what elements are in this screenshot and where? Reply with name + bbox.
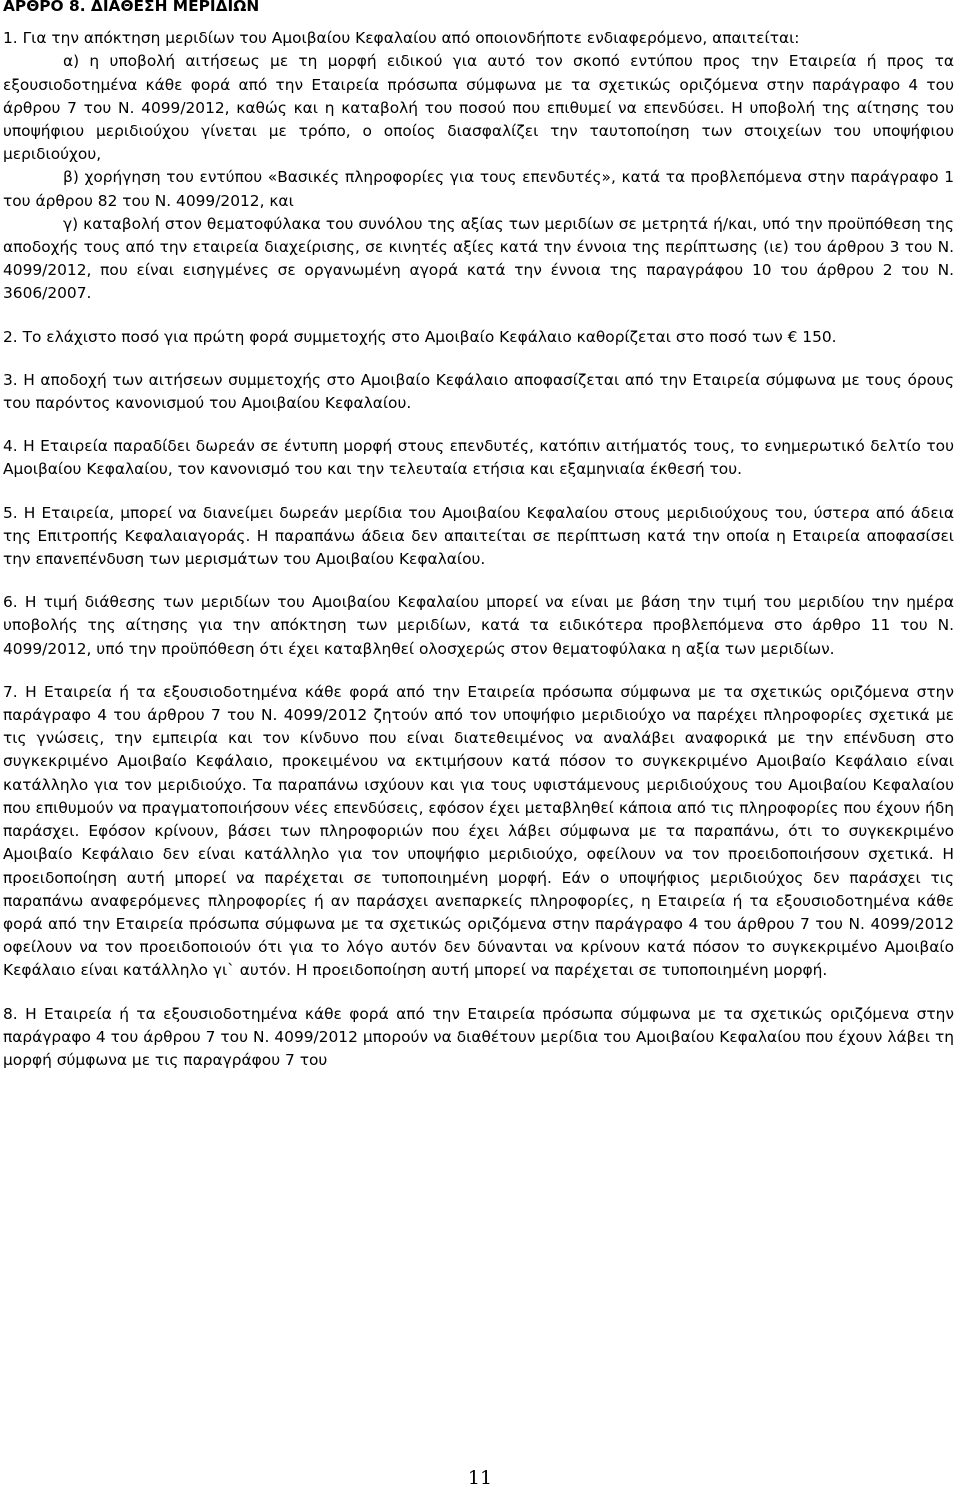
paragraph-1-item-a: α) η υποβολή αιτήσεως με τη μορφή ειδικού για αυτό τον σκοπό εντύπου προς την Εταιρεία ή προς τα εξουσιοδοτημένα κάθε φορά από την Εταιρεία πρόσωπα σύμφωνα με τα σχετικώς οριζόμενα στην παράγραφο 4 του άρθρου 7 του Ν. 4099/2012, καθώς και η καταβολή του ποσού που επιθυμεί να επενδύσει. Η υποβολή της αίτησης του υποψήφιου μεριδιούχου γίνεται με τρόπο, ο οποίος διασφαλίζει την ταυτοποίηση των στοιχείων του υποψήφιου μεριδιούχου, bbox=[3, 52, 954, 164]
paragraph-5: 5. Η Εταιρεία, μπορεί να διανείμει δωρεάν μερίδια του Αμοιβαίου Κεφαλαίου στους μεριδιούχους του, ύστερα από άδεια της Επιτροπής Κεφαλαιαγοράς. Η παραπάνω άδεια δεν απαιτείται σε περίπτωση κατά την οποία η Εταιρεία αποφασίσει την επανεπένδυση των μερισμάτων του Αμοιβαίου Κεφαλαίου. bbox=[3, 503, 954, 569]
paragraph-1-item-c: γ) καταβολή στον θεματοφύλακα του συνόλου της αξίας των μεριδίων σε μετρητά ή/και, υπό την προϋπόθεση της αποδοχής τους από την εταιρεία διαχείρισης, σε κινητές αξίες κατά την έννοια της περίπτωσης (ιε) του άρθρου 3 του Ν. 4099/2012, που είναι εισηγμένες σε οργανωμένη αγορά κατά την έννοια της παραγράφου 10 του άρθρου 2 του Ν. 3606/2007. bbox=[3, 214, 954, 303]
paragraph-1-intro: 1. Για την απόκτηση μεριδίων του Αμοιβαίου Κεφαλαίου από οποιονδήποτε ενδιαφερόμενο, απαιτείται: bbox=[3, 29, 800, 48]
paragraph-7: 7. Η Εταιρεία ή τα εξουσιοδοτημένα κάθε φορά από την Εταιρεία πρόσωπα σύμφωνα με τα σχετικώς οριζόμενα στην παράγραφο 4 του άρθρου 7 του Ν. 4099/2012 ζητούν από τον υποψήφιο μεριδιούχο να παρέχει πληροφορίες σχετικά με τις γνώσεις, την εμπειρία και τον κίνδυνο που είναι διατεθειμένος να αναλάβει αναφορικά με την επένδυση στο συγκεκριμένο Αμοιβαίο Κεφάλαιο, προκειμένου να εκτιμήσουν κατά πόσον το συγκεκριμένο Αμοιβαίο Κεφάλαιο είναι κατάλληλο για τον μεριδιούχο. Τα παραπάνω ισχύουν και για τους υφιστάμενους μεριδιούχους του Αμοιβαίου Κεφαλαίου που επιθυμούν να πραγματοποιήσουν νέες επενδύσεις, εφόσον έχει μεταβληθεί κάποια από τις πληροφορίες που έχουν ήδη παράσχει. Εφόσον κρίνουν, βάσει των πληροφοριών που έχει λάβει σύμφωνα με τα παραπάνω, ότι το συγκεκριμένο Αμοιβαίο Κεφάλαιο δεν είναι κατάλληλο για τον υποψήφιο μεριδιούχο, οφείλουν να τον προειδοποιήσουν σχετικά. Η προειδοποίηση αυτή μπορεί να παρέχεται σε τυποποιημένη μορφή. Εάν ο υποψήφιος μεριδιούχος δεν παράσχει τις παραπάνω αναφερόμενες πληροφορίες ή αν παράσχει ανεπαρκείς πληροφορίες, η Εταιρεία ή τα εξουσιοδοτημένα κάθε φορά από την Εταιρεία πρόσωπα σύμφωνα με τα σχετικώς οριζόμενα στην παράγραφο 4 του άρθρου 7 του Ν. 4099/2012 οφείλουν να τον προειδοποιούν ότι για το λόγο αυτόν δεν δύνανται να κρίνουν κατά πόσον το συγκεκριμένο Αμοιβαίο Κεφάλαιο είναι κατάλληλο γι` αυτόν. Η προειδοποίηση αυτή μπορεί να παρέχεται σε τυποποιημένη μορφή. bbox=[3, 682, 954, 980]
paragraph-4: 4. Η Εταιρεία παραδίδει δωρεάν σε έντυπη μορφή στους επενδυτές, κατόπιν αιτήματός τους, το ενημερωτικό δελτίο του Αμοιβαίου Κεφαλαίου, τον κανονισμό του και την τελευταία ετήσια και εξαμηνιαία έκθεσή του. bbox=[3, 437, 954, 479]
paragraph-2: 2. Το ελάχιστο ποσό για πρώτη φορά συμμετοχής στο Αμοιβαίο Κεφάλαιο καθορίζεται στο ποσό των € 150. bbox=[3, 327, 837, 346]
paragraph-8: 8. Η Εταιρεία ή τα εξουσιοδοτημένα κάθε φορά από την Εταιρεία πρόσωπα σύμφωνα με τα σχετικώς οριζόμενα στην παράγραφο 4 του άρθρου 7 του Ν. 4099/2012 μπορούν να διαθέτουν μερίδια του Αμοιβαίου Κεφαλαίου που έχουν λάβει τη μορφή σύμφωνα με τις παραγράφου 7 του bbox=[3, 1004, 954, 1069]
paragraph-6: 6. Η τιμή διάθεσης των μεριδίων του Αμοιβαίου Κεφαλαίου μπορεί να είναι με βάση την τιμή του μεριδίου την ημέρα υποβολής της αίτησης για την απόκτηση των μεριδίων, κατά τα ειδικότερα προβλεπόμενα στο άρθρο 11 του Ν. 4099/2012, υπό την προϋπόθεση ότι έχει καταβληθεί ολοσχερώς στον θεματοφύλακα η αξία των μεριδίων. bbox=[3, 593, 954, 658]
article-heading: ΑΡΘΡΟ 8. ΔΙΑΘΕΣΗ ΜΕΡΙΔΙΩΝ bbox=[3, 0, 260, 15]
page-number: 11 bbox=[467, 1467, 493, 1489]
paragraph-3: 3. Η αποδοχή των αιτήσεων συμμετοχής στο Αμοιβαίο Κεφάλαιο αποφασίζεται από την Εταιρεία σύμφωνα με τους όρους του παρόντος κανονισμού του Αμοιβαίου Κεφαλαίου. bbox=[3, 370, 954, 413]
paragraph-1-item-b: β) χορήγηση του εντύπου «Βασικές πληροφορίες για τους επενδυτές», κατά τα προβλεπόμενα στην παράγραφο 1 του άρθρου 82 του Ν. 4099/2012, και bbox=[3, 168, 954, 210]
